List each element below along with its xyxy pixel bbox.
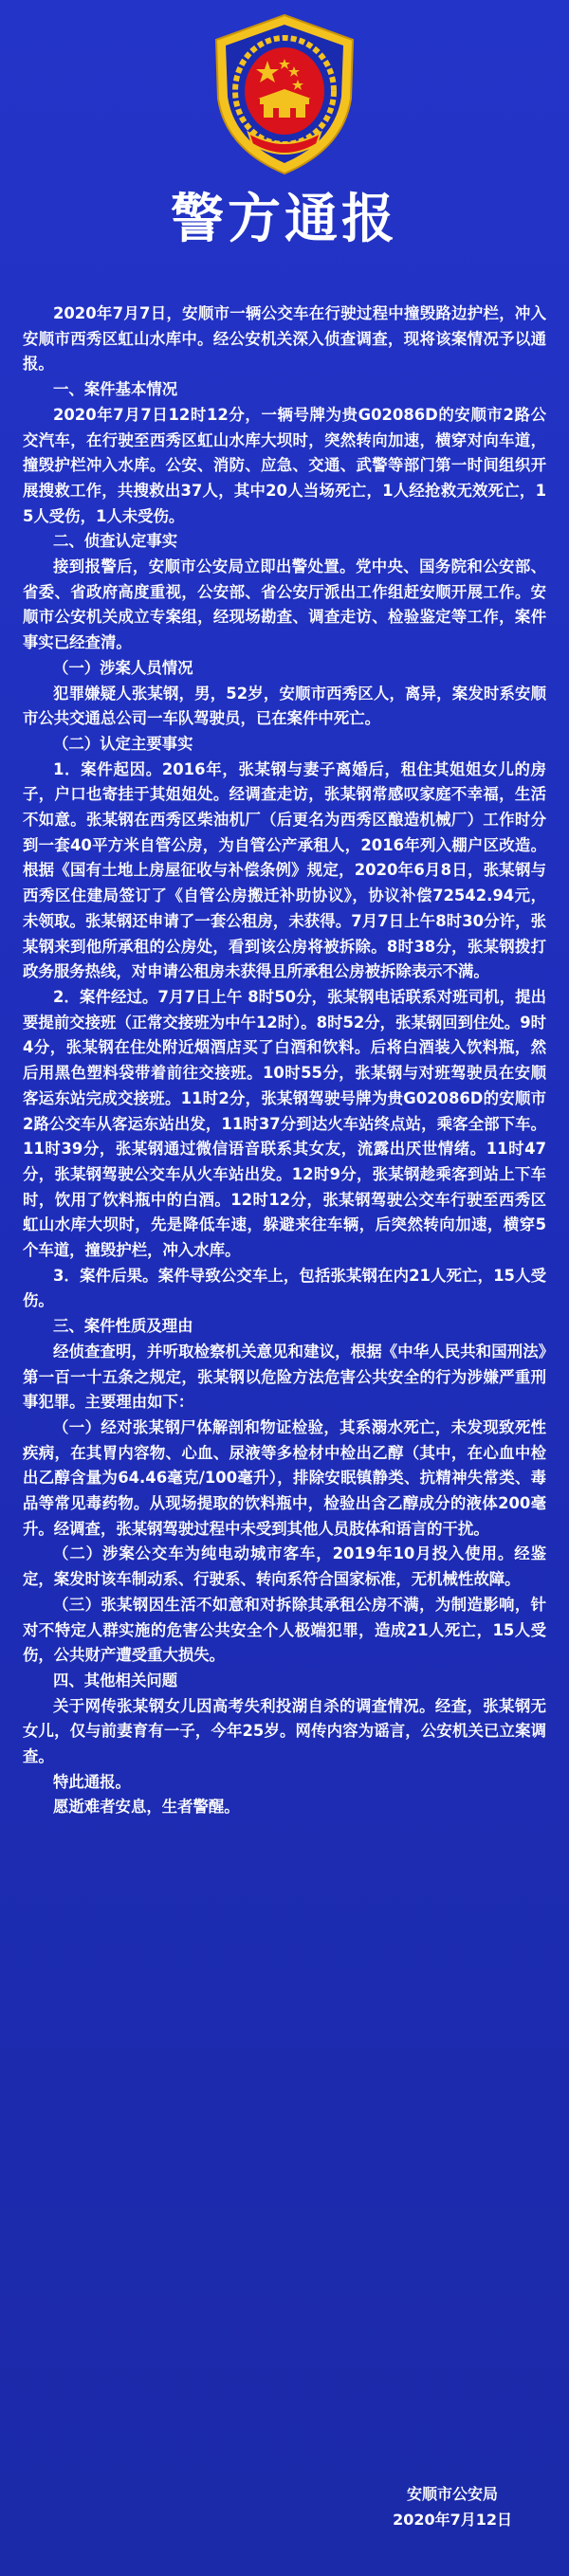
- issuing-organization: 安顺市公安局: [407, 2485, 499, 2503]
- subsection-heading: （一）涉案人员情况: [53, 658, 193, 677]
- section-heading: 二、侦查认定事实: [53, 532, 178, 551]
- paragraph: 2020年7月7日12时12分，一辆号牌为贵G02086D的安顺市2路公交汽车，在行驶至西秀区虹山水库大坝时，突然转向加速，横穿对向车道，撞毁护栏冲入水库。公安、消防、应急、交通、武警等部门第一时间组织开展搜救工作，共搜救出37人，其中20人当场死亡，1人经抢救无效死亡，15人受伤，1人未受伤。: [23, 405, 546, 525]
- paragraph: （三）张某钢因生活不如意和对拆除其承租公房不满，为制造影响，针对不特定人群实施的危害公共安全个人极端犯罪，造成21人死亡，15人受伤，公共财产遭受重大损失。: [23, 1595, 546, 1665]
- police-emblem-icon: [211, 11, 358, 177]
- section-heading: 四、其他相关问题: [53, 1671, 178, 1690]
- section-heading: 三、案件性质及理由: [53, 1317, 193, 1336]
- paragraph: 接到报警后，安顺市公安局立即出警处置。党中央、国务院和公安部、省委、省政府高度重视，公安部、省公安厅派出工作组赶安顺开展工作。安顺市公安机关成立专案组，经现场勘查、调查走访、检验鉴定等工作，案件事实已经查清。: [23, 557, 546, 652]
- signature-block: [393, 2481, 512, 2532]
- section-heading: 一、案件基本情况: [53, 380, 178, 399]
- intro-paragraph: 2020年7月7日，安顺市一辆公交车在行驶过程中撞毁路边护栏，冲入安顺市西秀区虹山水库中。经公安机关深入侦查调查，现将该案情况予以通报。: [23, 304, 546, 374]
- closing-line: 特此通报。: [53, 1772, 131, 1791]
- paragraph: 2．案件经过。7月7日上午 8时50分，张某钢电话联系对班司机，提出要提前交接班（正常交接班为中午12时）。8时52分，张某钢回到住处。9时4分，张某钢在住处附近烟酒店买了白酒和饮料。后将白酒装入饮料瓶，然后用黑色塑料袋带着前往交接班。10时55分，张某钢与对班驾驶员在安顺客运东站完成交接班。11时2分，张某钢驾驶号牌为贵G02086D的安顺市2路公交车从客运东站出发，11时37分到达火车站终点站，乘客全部下车。11时39分，张某钢通过微信语音联系其女友，流露出厌世情绪。11时47分，张某钢驾驶公交车从火车站出发。12时9分，张某钢趁乘客到站上下车时，饮用了饮料瓶中的白酒。12时12分，张某钢驾驶公交车行驶至西秀区虹山水库大坝时，先是降低车速，躲避来往车辆，后突然转向加速，横穿5个车道，撞毁护栏，冲入水库。: [23, 987, 546, 1260]
- subsection-heading: （二）认定主要事实: [53, 734, 193, 753]
- paragraph: （二）涉案公交车为纯电动城市客车，2019年10月投入使用。经鉴定，案发时该车制动系、行驶系、转向系符合国家标准，无机械性故障。: [23, 1544, 546, 1589]
- paragraph: 关于网传张某钢女儿因高考失利投湖自杀的调查情况。经查，张某钢无女儿，仅与前妻育有一子，今年25岁。网传内容为谣言，公安机关已立案调查。: [23, 1696, 546, 1766]
- paragraph: 1．案件起因。2016年，张某钢与妻子离婚后，租住其姐姐女儿的房子，户口也寄挂于其姐姐处。经调查走访，张某钢常感叹家庭不幸福，生活不如意。张某钢在西秀区柴油机厂（后更名为西秀区酿造机械厂）工作时分到一套40平方米自管公房，为自管公产承租人，2016年列入棚户区改造。根据《国有土地上房屋征收与补偿条例》规定，2020年6月8日，张某钢与西秀区住建局签订了《自管公房搬迁补助协议》，协议补偿72542.94元，未领取。张某钢还申请了一套公租房，未获得。7月7日上午8时30分许，张某钢来到他所承租的公房处，看到该公房将被拆除。8时38分，张某钢拨打政务服务热线，对申请公租房未获得且所承租公房被拆除表示不满。: [23, 759, 546, 981]
- notice-body: [23, 301, 546, 1820]
- paragraph: 经侦查查明，并听取检察机关意见和建议，根据《中华人民共和国刑法》第一百一十五条之规定，张某钢以危险方法危害公共安全的行为涉嫌严重刑事犯罪。主要理由如下：: [23, 1342, 546, 1412]
- closing-line: 愿逝难者安息，生者警醒。: [53, 1798, 240, 1817]
- notice-title: 警方通报: [171, 189, 398, 250]
- paragraph: 3．案件后果。案件导致公交车上，包括张某钢在内21人死亡，15人受伤。: [23, 1266, 546, 1310]
- issue-date: 2020年7月12日: [393, 2511, 512, 2529]
- paragraph: 犯罪嫌疑人张某钢，男，52岁，安顺市西秀区人，离异，案发时系安顺市公共交通总公司一车队驾驶员，已在案件中死亡。: [23, 684, 546, 728]
- paragraph: （一）经对张某钢尸体解剖和物证检验，其系溺水死亡，未发现致死性疾病，在其胃内容物、心血、尿液等多检材中检出乙醇（其中，在心血中检出乙醇含量为64.46毫克/100毫升），排除安眠镇静类、抗精神失常类、毒品等常见毒药物。从现场提取的饮料瓶中，检验出含乙醇成分的液体200毫升。经调查，张某钢驾驶过程中未受到其他人员肢体和语言的干扰。: [23, 1417, 546, 1538]
